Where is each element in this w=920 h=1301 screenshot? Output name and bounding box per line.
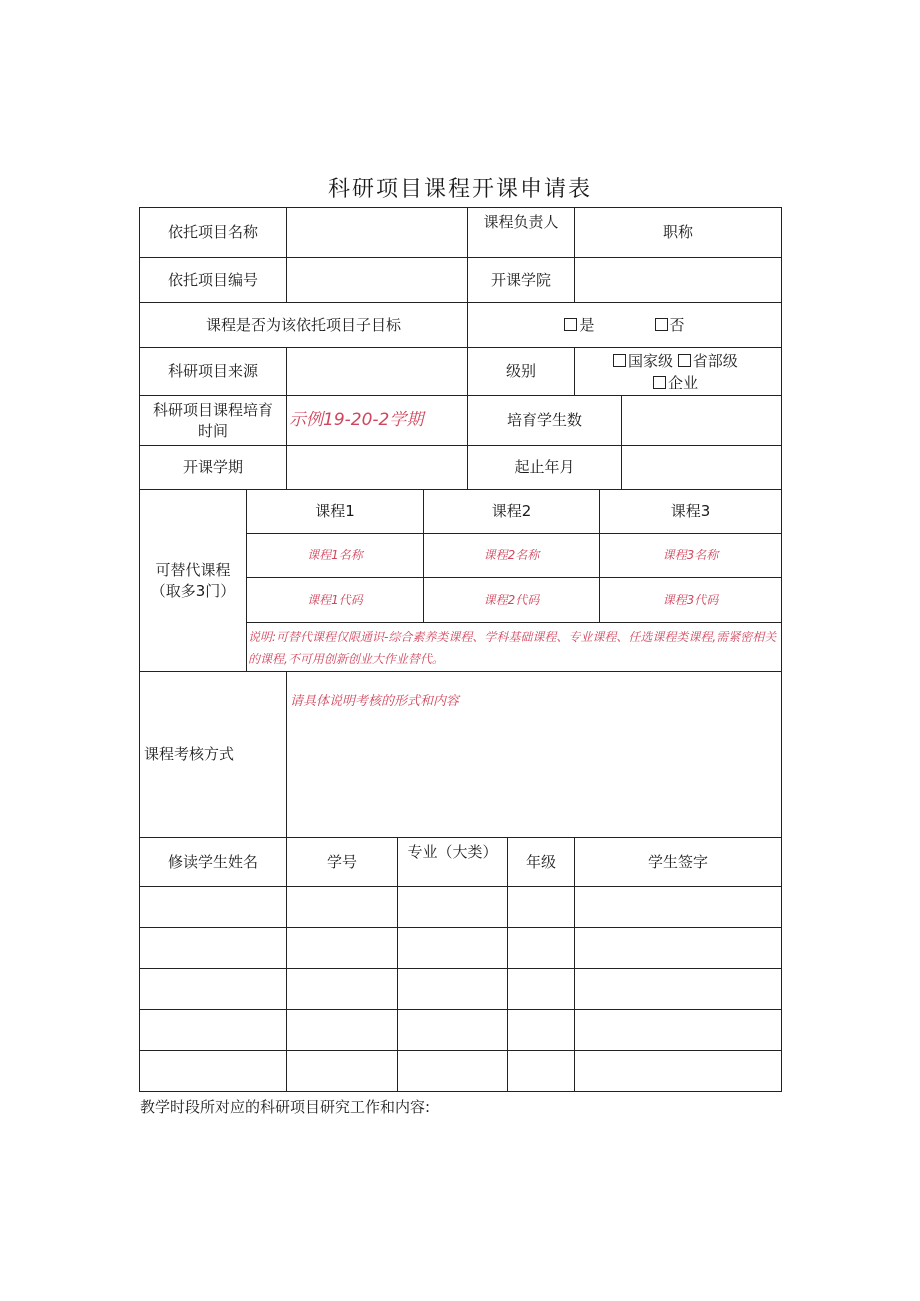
course1-name[interactable]: 课程1名称 [246, 533, 424, 578]
assessment-hint: 请具体说明考核的形式和内容 [290, 694, 460, 709]
row3-name[interactable] [139, 968, 287, 1010]
checkbox-icon[interactable] [678, 354, 691, 367]
input-date-range[interactable] [621, 445, 782, 490]
label-project-source: 科研项目来源 [139, 347, 287, 396]
label-student-count: 培育学生数 [467, 395, 622, 446]
course2-code[interactable]: 课程2代码 [423, 577, 600, 623]
label-is-target: 课程是否为该依托项目子目标 [139, 302, 468, 348]
form-title: 科研项目课程开课申请表 [327, 177, 592, 202]
row2-id[interactable] [286, 927, 398, 969]
yes-option[interactable] [564, 315, 594, 335]
label-semester: 开课学期 [139, 445, 287, 490]
row5-signature[interactable] [574, 1050, 782, 1092]
row1-major[interactable] [397, 886, 508, 928]
label-college: 开课学院 [467, 257, 575, 303]
row4-signature[interactable] [574, 1009, 782, 1051]
checkbox-icon[interactable] [564, 318, 577, 331]
course3-header: 课程3 [599, 489, 782, 534]
header-student-id: 学号 [286, 837, 398, 887]
row1-signature[interactable] [574, 886, 782, 928]
course3-name[interactable]: 课程3名称 [599, 533, 782, 578]
checkbox-icon[interactable] [653, 376, 666, 389]
checkbox-icon[interactable] [655, 318, 668, 331]
provincial-label: 省部级 [692, 352, 738, 370]
header-grade: 年级 [507, 837, 575, 887]
row4-major[interactable] [397, 1009, 508, 1051]
input-project-number[interactable] [286, 257, 468, 303]
label-cultivation-time: 科研项目课程培育时间 [139, 395, 287, 446]
course2-name[interactable]: 课程2名称 [423, 533, 600, 578]
cultivation-time-sample: 示例19-20-2学期 [289, 410, 424, 431]
level-options [574, 347, 782, 396]
checkbox-icon[interactable] [613, 354, 626, 367]
label-project-number: 依托项目编号 [139, 257, 287, 303]
row4-grade[interactable] [507, 1009, 575, 1051]
input-project-source[interactable] [286, 347, 468, 396]
row4-id[interactable] [286, 1009, 398, 1051]
label-project-name: 依托项目名称 [139, 207, 287, 258]
enterprise-label: 企业 [668, 374, 699, 392]
header-signature: 学生签字 [574, 837, 782, 887]
replace-note: 说明:可替代课程仅限通识-综合素养类课程、学科基础课程、专业课程、任选课程类课程,需紧密相关的课程,不可用创新创业大作业替代。 [248, 630, 777, 666]
yes-label: 是 [579, 315, 595, 334]
label-replace-courses: 可替代课程（取多3门） [139, 489, 247, 672]
input-semester[interactable] [286, 445, 468, 490]
provincial-option[interactable] [678, 352, 738, 370]
input-cultivation-time[interactable] [286, 395, 468, 446]
row3-major[interactable] [397, 968, 508, 1010]
course3-code[interactable]: 课程3代码 [599, 577, 782, 623]
course1-header: 课程1 [246, 489, 424, 534]
input-college[interactable] [574, 257, 782, 303]
header-major: 专业（大类） [397, 837, 508, 887]
row3-id[interactable] [286, 968, 398, 1010]
label-course-leader: 课程负责人 [467, 207, 575, 258]
input-project-name[interactable] [286, 207, 468, 258]
label-job-title: 职称 [574, 207, 782, 258]
national-label: 国家级 [628, 352, 674, 370]
no-option[interactable] [655, 315, 685, 335]
row3-grade[interactable] [507, 968, 575, 1010]
row5-major[interactable] [397, 1050, 508, 1092]
label-date-range: 起止年月 [467, 445, 622, 490]
row1-id[interactable] [286, 886, 398, 928]
course1-code[interactable]: 课程1代码 [246, 577, 424, 623]
row1-grade[interactable] [507, 886, 575, 928]
input-student-count[interactable] [621, 395, 782, 446]
enterprise-option[interactable] [653, 374, 698, 392]
row2-name[interactable] [139, 927, 287, 969]
national-option[interactable] [613, 352, 673, 370]
target-options [467, 302, 782, 348]
row4-name[interactable] [139, 1009, 287, 1051]
row2-grade[interactable] [507, 927, 575, 969]
row5-name[interactable] [139, 1050, 287, 1092]
footer-text: 教学时段所对应的科研项目研究工作和内容: [140, 1098, 431, 1116]
row5-id[interactable] [286, 1050, 398, 1092]
row1-name[interactable] [139, 886, 287, 928]
header-student-name: 修读学生姓名 [139, 837, 287, 887]
row3-signature[interactable] [574, 968, 782, 1010]
row2-major[interactable] [397, 927, 508, 969]
row5-grade[interactable] [507, 1050, 575, 1092]
row2-signature[interactable] [574, 927, 782, 969]
no-label: 否 [669, 315, 685, 334]
label-level: 级别 [467, 347, 575, 396]
label-assessment: 课程考核方式 [139, 671, 287, 838]
course2-header: 课程2 [423, 489, 600, 534]
